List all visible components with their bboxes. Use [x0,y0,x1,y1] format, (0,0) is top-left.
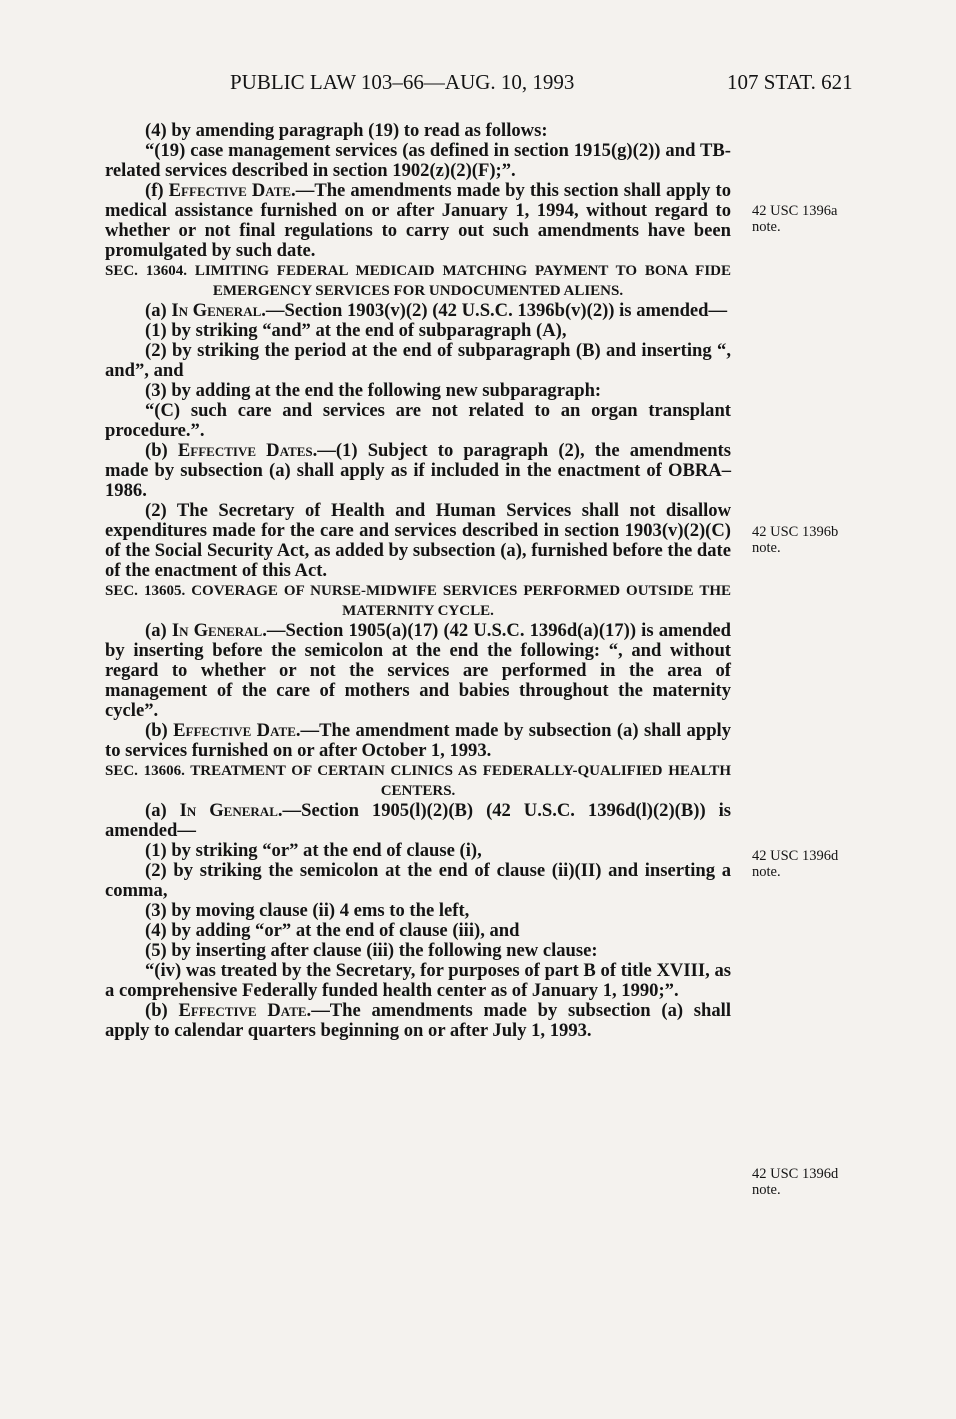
subsection-heading: In General. [179,800,283,821]
subsection-heading: Effective Date. [178,1000,312,1021]
subsection-text: —Section 1903(v)(2) (42 U.S.C. 1396b(v)(2)) is amended— [265,300,728,321]
subsection-f-effective-date [105,181,731,261]
margin-note-1396a: 42 USC 1396a note. [752,203,838,235]
subparagraph-c: “(C) such care and services are not related to an organ transplant procedure.”. [105,400,731,441]
paragraph-case-management: “(19) case management services (as defined in section 1915(g)(2)) and TB-related services described in section 1902(z)(2)(F);”. [105,140,731,181]
clause-1-13606: (1) by striking “or” at the end of clause (i), [145,840,482,861]
paragraph-amend-19: (4) by amending paragraph (19) to read as follows: [145,120,548,141]
page-header [0,70,956,100]
subsection-heading: Effective Dates. [177,440,318,461]
clause-1: (1) by striking “and” at the end of subparagraph (A), [145,320,567,341]
subsection-lead: (f) [145,180,169,201]
subsection-b-effective-date-13606 [105,1001,731,1041]
clause-3: (3) by adding at the end the following new subparagraph: [145,380,602,401]
subsection-lead: (b) [145,440,178,461]
subsection-lead: (b) [145,1000,179,1021]
subsection-text: —The amendments made by subsection (a) shall apply to calendar quarters beginning on or after July 1, 1993. [105,1000,731,1041]
subsection-a-in-general [105,301,731,321]
subsection-lead: (a) [145,800,180,821]
paragraph-2-secretary: (2) The Secretary of Health and Human Services shall not disallow expenditures made for the care and services described in section 1903(v)(2)(C) of the Social Security Act, as added by subsection (a), furnished before the date of the enactment of this Act. [105,500,731,581]
subsection-heading: In General. [171,300,266,321]
subsection-text: —The amendment made by subsection (a) shall apply to services furnished on or after October 1, 1993. [105,720,732,761]
subsection-text: —Section 1905(l)(2)(B) (42 U.S.C. 1396d(l)(2)(B)) is amended— [105,800,731,841]
margin-note-1396b: 42 USC 1396b note. [752,524,839,556]
subsection-text: —(1) Subject to paragraph (2), the amendments made by subsection (a) shall apply as if included in the enactment of OBRA–1986. [105,440,731,501]
statute-body [105,121,731,1041]
running-head: PUBLIC LAW 103–66—AUG. 10, 1993 [230,70,575,94]
subsection-b-effective-date-13605 [105,721,731,761]
clause-2: (2) by striking the period at the end of subparagraph (B) and inserting “, and”, and [105,340,731,381]
section-heading-13604: SEC. 13604. LIMITING FEDERAL MEDICAID MATCHING PAYMENT TO BONA FIDE EMERGENCY SERVICES FOR UNDOCUMENTED ALIENS. [105,263,731,299]
section-heading-13605: SEC. 13605. COVERAGE OF NURSE-MIDWIFE SERVICES PERFORMED OUTSIDE THE MATERNITY CYCLE. [105,583,731,619]
margin-note-1396d-13605: 42 USC 1396d note. [752,848,839,880]
subsection-heading: Effective Date. [173,720,301,741]
subsection-b-effective-dates [105,441,731,501]
stat-page-reference: 107 STAT. 621 [727,70,853,94]
subsection-lead: (b) [145,720,174,741]
clause-iv-text: “(iv) was treated by the Secretary, for purposes of part B of title XVIII, as a comprehensive Federally funded health center as of January 1, 1990;”. [105,960,731,1001]
subsection-text: —Section 1905(a)(17) (42 U.S.C. 1396d(a)(17)) is amended by inserting before the semicolon at the end the following: “, and without regard to whether or not the services are performed in the area of management of the care of mothers and babies throughout the maternity cycle”. [105,620,732,721]
subsection-lead: (a) [145,300,172,321]
clause-3-13606: (3) by moving clause (ii) 4 ems to the left, [145,900,470,921]
subsection-heading: Effective Date. [168,180,296,201]
clause-2-13606: (2) by striking the semicolon at the end of clause (ii)(II) and inserting a comma, [105,860,731,901]
margin-note-1396d-13606: 42 USC 1396d note. [752,1166,839,1198]
clause-5-13606: (5) by inserting after clause (iii) the following new clause: [145,940,598,961]
subsection-a-in-general-13605 [105,621,731,721]
subsection-text: —The amendments made by this section shall apply to medical assistance furnished on or after January 1, 1994, without regard to whether or not final regulations to carry out such amendments have been promulgated by such date. [105,180,731,261]
section-heading-13606: SEC. 13606. TREATMENT OF CERTAIN CLINICS AS FEDERALLY-QUALIFIED HEALTH CENTERS. [105,763,731,799]
subsection-a-in-general-13606 [105,801,731,841]
subsection-lead: (a) [145,620,172,641]
subsection-heading: In General. [171,620,267,641]
clause-4-13606: (4) by adding “or” at the end of clause (iii), and [145,920,520,941]
